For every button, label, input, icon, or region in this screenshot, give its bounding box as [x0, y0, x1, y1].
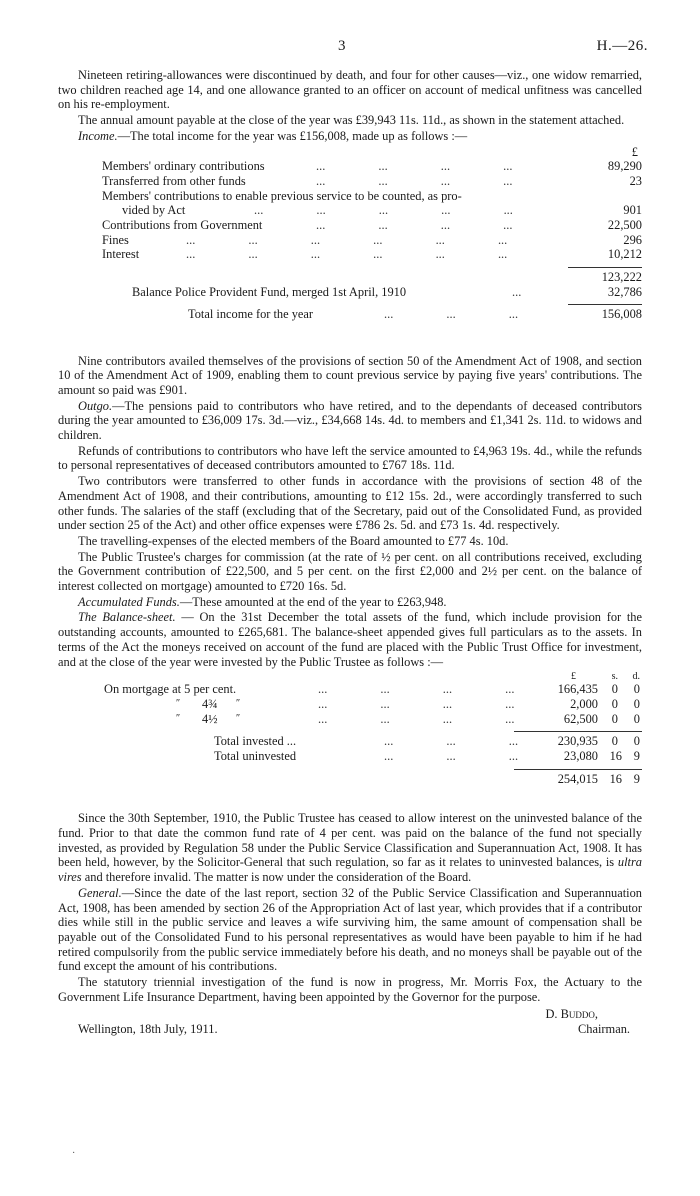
income-row-label: vided by Act [122, 203, 186, 218]
income-row-amount: 296 [623, 232, 642, 247]
total-uninvested-pounds: 23,080 [563, 749, 598, 764]
signature-block [58, 1005, 642, 1051]
paragraph-accumulated [58, 595, 642, 610]
investment-pounds: 166,435 [557, 682, 598, 697]
investments-column-headers [58, 670, 642, 682]
investment-label: 4½ [202, 711, 218, 726]
investment-shillings: 0 [611, 696, 618, 711]
income-row-amount: 901 [623, 203, 642, 218]
income-row [58, 233, 642, 248]
income-row-label: Contributions from Government [102, 217, 263, 232]
income-total-row [58, 307, 642, 322]
balance-sheet-text: — On the 31st December the total assets of the fund, which include provision for the outstanding accounts, amounted to £265,681. The balance-sheet appended gives full particulars as to the assets. In terms of the Act the moneys received on account of the fund are placed with the Public Trust Office for investment, and at the close of the year were invested by the Public Trustee as follows :— [58, 610, 643, 669]
investments-table [58, 670, 642, 808]
paragraph-investigation: The statutory triennial investigation of the fund is now in progress, Mr. Morris Fox, the Actuary to the Government Life Insurance Department, having been appointed by the Governor for the purpose. [58, 975, 642, 1004]
leader-dots: ... ... ... [384, 749, 519, 764]
document-body [58, 68, 642, 1051]
paragraph-general [58, 886, 642, 974]
investment-row [58, 682, 642, 697]
paragraph-uninvested-interest [58, 811, 642, 885]
total-invested-pounds: 230,935 [557, 734, 598, 749]
stray-mark: · [72, 1148, 76, 1159]
leader-dots: ... ... ... ... ... ... [186, 247, 508, 262]
income-subtotal: 123,222 [601, 270, 642, 285]
ultra-vires-phrase: ultra vires [58, 855, 642, 885]
investment-row [58, 697, 642, 712]
paragraph-outgo [58, 399, 642, 443]
grand-total-shillings: 16 [609, 771, 622, 786]
investment-label: 4¾ [202, 696, 218, 711]
income-table [58, 145, 642, 351]
leader-dots: ... ... ... ... [316, 217, 513, 232]
page-header [0, 38, 700, 58]
income-balance-row [58, 285, 642, 300]
income-row-label: Fines [102, 232, 129, 247]
accumulated-heading: Accumulated Funds. [78, 594, 180, 609]
income-total-amount: 156,008 [601, 307, 642, 322]
uninvested-text-end: and therefore invalid. The matter is now under the consideration of the Board. [84, 870, 472, 885]
place-and-date: Wellington, 18th July, 1911. [78, 1022, 218, 1037]
total-uninvested-pence: 9 [633, 749, 640, 764]
leader-dots: ... ... ... [384, 734, 519, 749]
income-row [58, 189, 642, 204]
investment-shillings: 0 [611, 682, 618, 697]
income-row-label: Members' ordinary contributions [102, 159, 265, 174]
uninvested-text: Since the 30th September, 1910, the Public Trustee has ceased to allow interest on the uninvested balance of the fund. Prior to that date the common fund rate of 4 per cent. was paid on the balance of the fund not specially invested, as provided by Regulation 58 under the Public Service Classification and Superannuation Act, 1908. It has been held, however, by the Solicitor-General that such regulation, so far as it relates to uninvested balances, is [58, 811, 642, 870]
investment-pence: 0 [633, 696, 640, 711]
income-intro: —The total income for the year was £156,008, made up as follows :— [117, 128, 468, 143]
total-invested-row [58, 734, 642, 749]
leader-dots: ... ... ... ... ... [254, 203, 513, 218]
investment-shillings: 0 [611, 711, 618, 726]
subtotal-rule [568, 267, 642, 268]
grand-total-pence: 9 [633, 771, 640, 786]
income-balance-amount: 32,786 [607, 284, 642, 299]
total-rule [568, 304, 642, 305]
ditto-mark: ″ [236, 697, 241, 709]
general-text: —Since the date of the last report, section 32 of the Public Service Classification and Superannuation Act, 1908, has been amended by section 26 of the Appropriation Act of last year, which provides that if a contributor dies while still in the public service and leaves a wife surviving him, the same amount of compensation shall be payable out of the Consolidated Fund to his personal representatives as would have been payable to him if he had retired compulsorily from the public service immediately before his death, and no moneys shall be payable out of the fund except the amount of his contributions. [58, 885, 642, 974]
income-row-label: Members' contributions to enable previous service to be counted, as pro- [102, 188, 462, 203]
paragraph-income [58, 129, 642, 144]
shillings-header: s. [611, 671, 618, 683]
grand-total-pounds: 254,015 [557, 771, 598, 786]
pence-header: d. [632, 671, 640, 683]
income-row-label: Transferred from other funds [102, 173, 246, 188]
leader-dots: ... ... ... ... ... ... [186, 232, 508, 247]
total-uninvested-row [58, 749, 642, 764]
ditto-mark: ″ [236, 712, 241, 724]
accumulated-text: —These amounted at the end of the year to £263,948. [179, 594, 447, 609]
outgo-text: —The pensions paid to contributors who have retired, and to the dependants of deceased contributors during the year amounted to £36,009 17s. 3d.—viz., £34,668 14s. 4d. to members and £1,341 2s. 11d. to widows and children. [58, 398, 642, 443]
total-invested-label: Total invested ... [214, 734, 297, 749]
income-row [58, 203, 642, 218]
income-currency-header: £ [631, 144, 638, 159]
paragraph-retiring-allowances: Nineteen retiring-allowances were discontinued by death, and four for other causes—viz., one widow remarried, two children reached age 14, and one allowance granted to an officer on account of medical unfitness was cancelled on his re-employment. [58, 68, 642, 112]
page-number: 3 [338, 38, 346, 54]
paragraph-annual-amount: The annual amount payable at the close of the year was £39,943 11s. 11d., as shown in the statement attached. [78, 113, 625, 128]
leader-dots: ... ... ... ... [318, 711, 515, 726]
investment-pence: 0 [633, 682, 640, 697]
leader-dots: ... ... ... ... [318, 696, 515, 711]
income-row-amount: 22,500 [607, 217, 642, 232]
income-row-amount: 23 [629, 173, 642, 188]
signatory-name: D. Buddo, [545, 1007, 598, 1022]
income-row [58, 174, 642, 189]
general-heading: General. [78, 885, 122, 900]
leader-dots: ... ... ... ... [316, 173, 513, 188]
balance-sheet-heading: The Balance-sheet. [78, 610, 176, 625]
income-row-amount: 89,290 [607, 159, 642, 174]
investment-pounds: 2,000 [570, 696, 598, 711]
pounds-header: £ [571, 671, 576, 683]
grand-total-rule [514, 769, 642, 770]
paragraph-transfers: Two contributors were transferred to other funds in accordance with the provisions of section 48 of the Amendment Act of 1908, and their contributions, amounting to £12 15s. 2d., were accordingly transferred to such other funds. The salaries of the staff (excluding that of the Secretary, paid out of the Consolidated Fund, as provided under section 25 of the Act) and other office expenses were £786 2s. 5d. and £73 1s. 4d. respectively. [58, 474, 642, 533]
invested-rule [514, 731, 642, 732]
paragraph-refunds: Refunds of contributions to contributors who have left the service amounted to £4,963 19s. 4d., while the refunds to personal representatives of deceased contributors amounted to £767 18s. 11d. [58, 443, 642, 473]
total-invested-pence: 0 [633, 734, 640, 749]
income-row [58, 218, 642, 233]
income-row-label: Interest [102, 247, 140, 262]
income-heading: Income. [78, 128, 118, 143]
document-reference: H.—26. [596, 38, 648, 54]
investment-row [58, 712, 642, 727]
total-uninvested-shillings: 16 [609, 749, 622, 764]
signatory-title: Chairman. [578, 1022, 630, 1037]
income-subtotal-row [58, 270, 642, 285]
total-uninvested-label: Total uninvested [214, 749, 297, 764]
paragraph-travelling: The travelling-expenses of the elected members of the Board amounted to £77 4s. 10d. [78, 533, 509, 548]
income-row [58, 247, 642, 262]
paragraph-balance-sheet [58, 610, 642, 669]
income-row [58, 159, 642, 174]
investment-pence: 0 [633, 711, 640, 726]
paragraph-trustee-charges: The Public Trustee's charges for commission (at the rate of ½ per cent. on all contributions received, excluding the Government contribution of £22,500, and 5 per cent. on the first £2,000 and 2½ per cent. on the balance of interest collected on mortgage) amounted to £720 16s. 5d. [58, 549, 642, 594]
leader-dots: ... [512, 284, 522, 299]
leader-dots: ... ... ... ... [316, 159, 513, 174]
grand-total-row [58, 772, 642, 787]
leader-dots: ... ... ... [384, 307, 519, 322]
ditto-mark: ″ [176, 712, 181, 724]
outgo-heading: Outgo. [78, 398, 113, 413]
income-total-label: Total income for the year [188, 307, 314, 322]
income-row-amount: 10,212 [607, 247, 642, 262]
ditto-mark: ″ [176, 697, 181, 709]
total-invested-shillings: 0 [611, 734, 618, 749]
paragraph-previous-service: Nine contributors availed themselves of the provisions of section 50 of the Amendment Act of 1908, and section 10 of the Amendment Act of 1909, enabling them to count previous service by paying five years' contributions. The amount so paid was £901. [58, 353, 642, 397]
income-balance-label: Balance Police Provident Fund, merged 1st April, 1910 [132, 284, 407, 299]
investment-label: On mortgage at 5 per cent. [104, 682, 237, 697]
investment-pounds: 62,500 [563, 711, 598, 726]
leader-dots: ... ... ... ... [318, 682, 515, 697]
